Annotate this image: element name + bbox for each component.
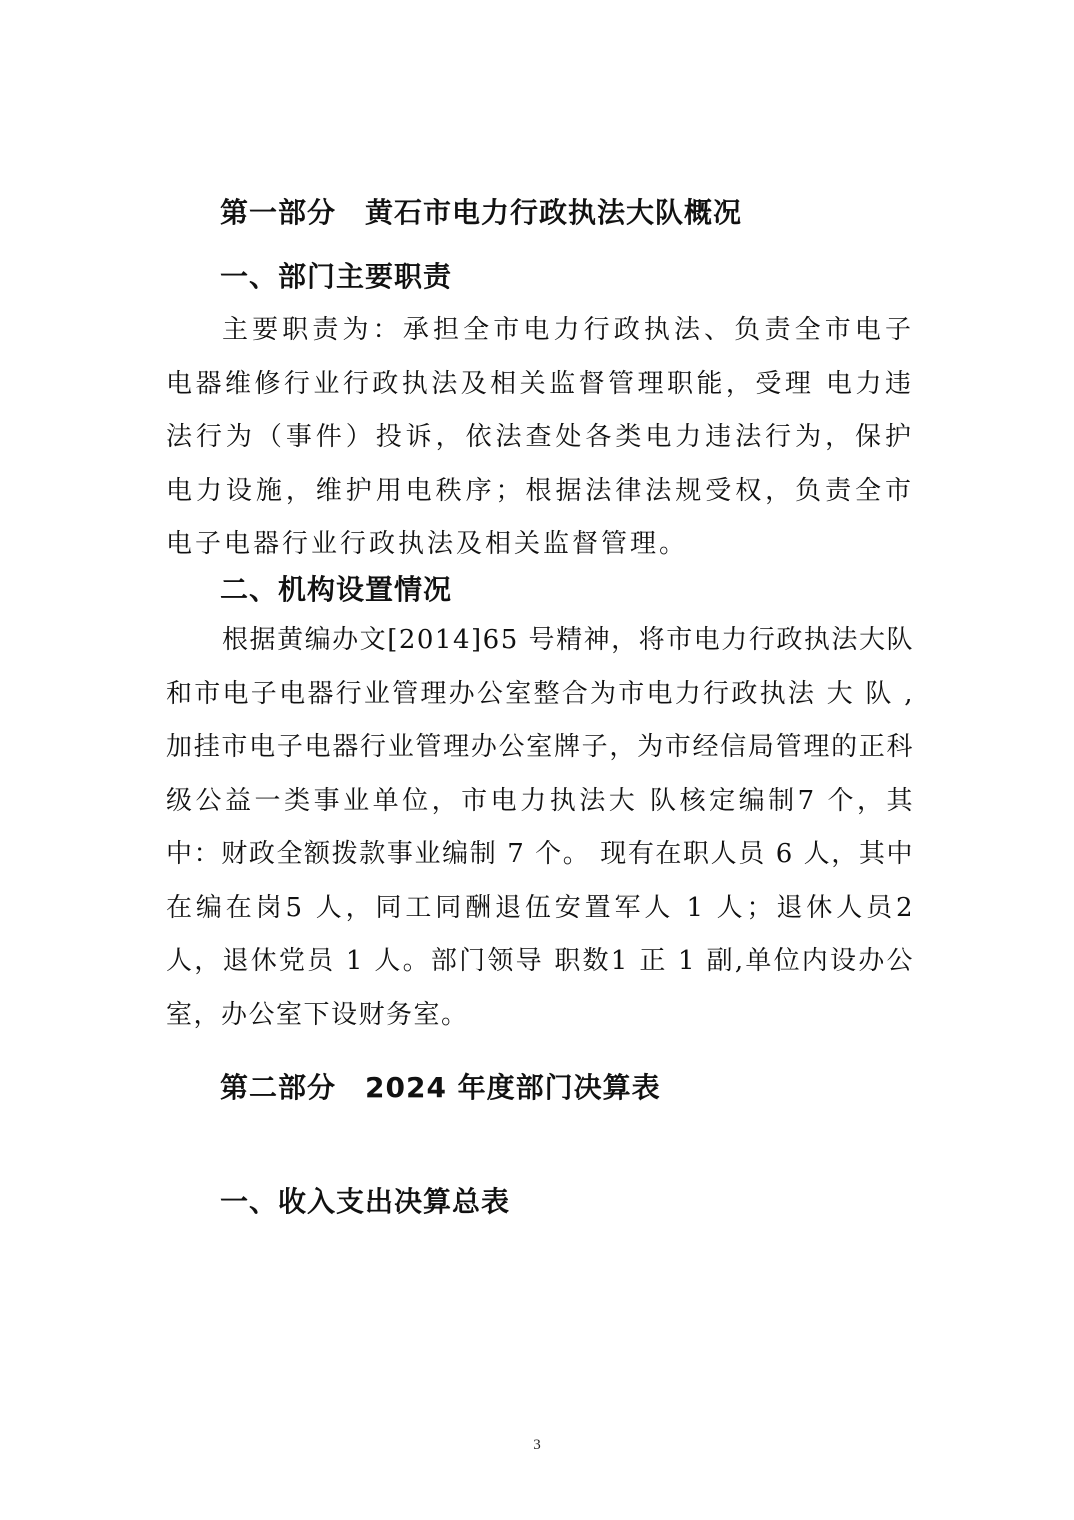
section-heading-main-duties: 一、部门主要职责 bbox=[220, 260, 453, 293]
section-heading-organization: 二、机构设置情况 bbox=[220, 573, 453, 606]
page-number: 3 bbox=[533, 1437, 541, 1453]
organization-paragraph: 根据黄编办文[2014]65 号精神，将市电力行政执法大队和市电子电器行业管理办公室整合为市电力行政执法 大 队 ,加挂市电子电器行业管理办公室牌子，为市经信局管理的正科级公益一类事业单位，市电力执法大 队核定编制7 个，其中：财政全额拨款事业编制 7 个。 现有在职人员 6 人，其中在编在岗5 人，同工同酬退伍安置军人 1 人；退休人员2 人，退休党员 1 人。部门领导 职数1 正 1 副,单位内设办公室，办公室下设财务室。 bbox=[166, 625, 914, 1030]
part2-title: 第二部分 2024 年度部门决算表 bbox=[220, 1071, 661, 1104]
main-duties-paragraph: 主要职责为：承担全市电力行政执法、负责全市电子电器维修行业行政执法及相关监督管理职能，受理 电力违法行为（事件）投诉，依法查处各类电力违法行为，保护电力设施，维护用电秩序；根据法律法规受权，负责全市电子电器行业行政执法及相关监督管理。 bbox=[166, 315, 914, 559]
section-heading-income-expenditure: 一、收入支出决算总表 bbox=[220, 1185, 511, 1218]
part1-title: 第一部分 黄石市电力行政执法大队概况 bbox=[220, 196, 743, 229]
